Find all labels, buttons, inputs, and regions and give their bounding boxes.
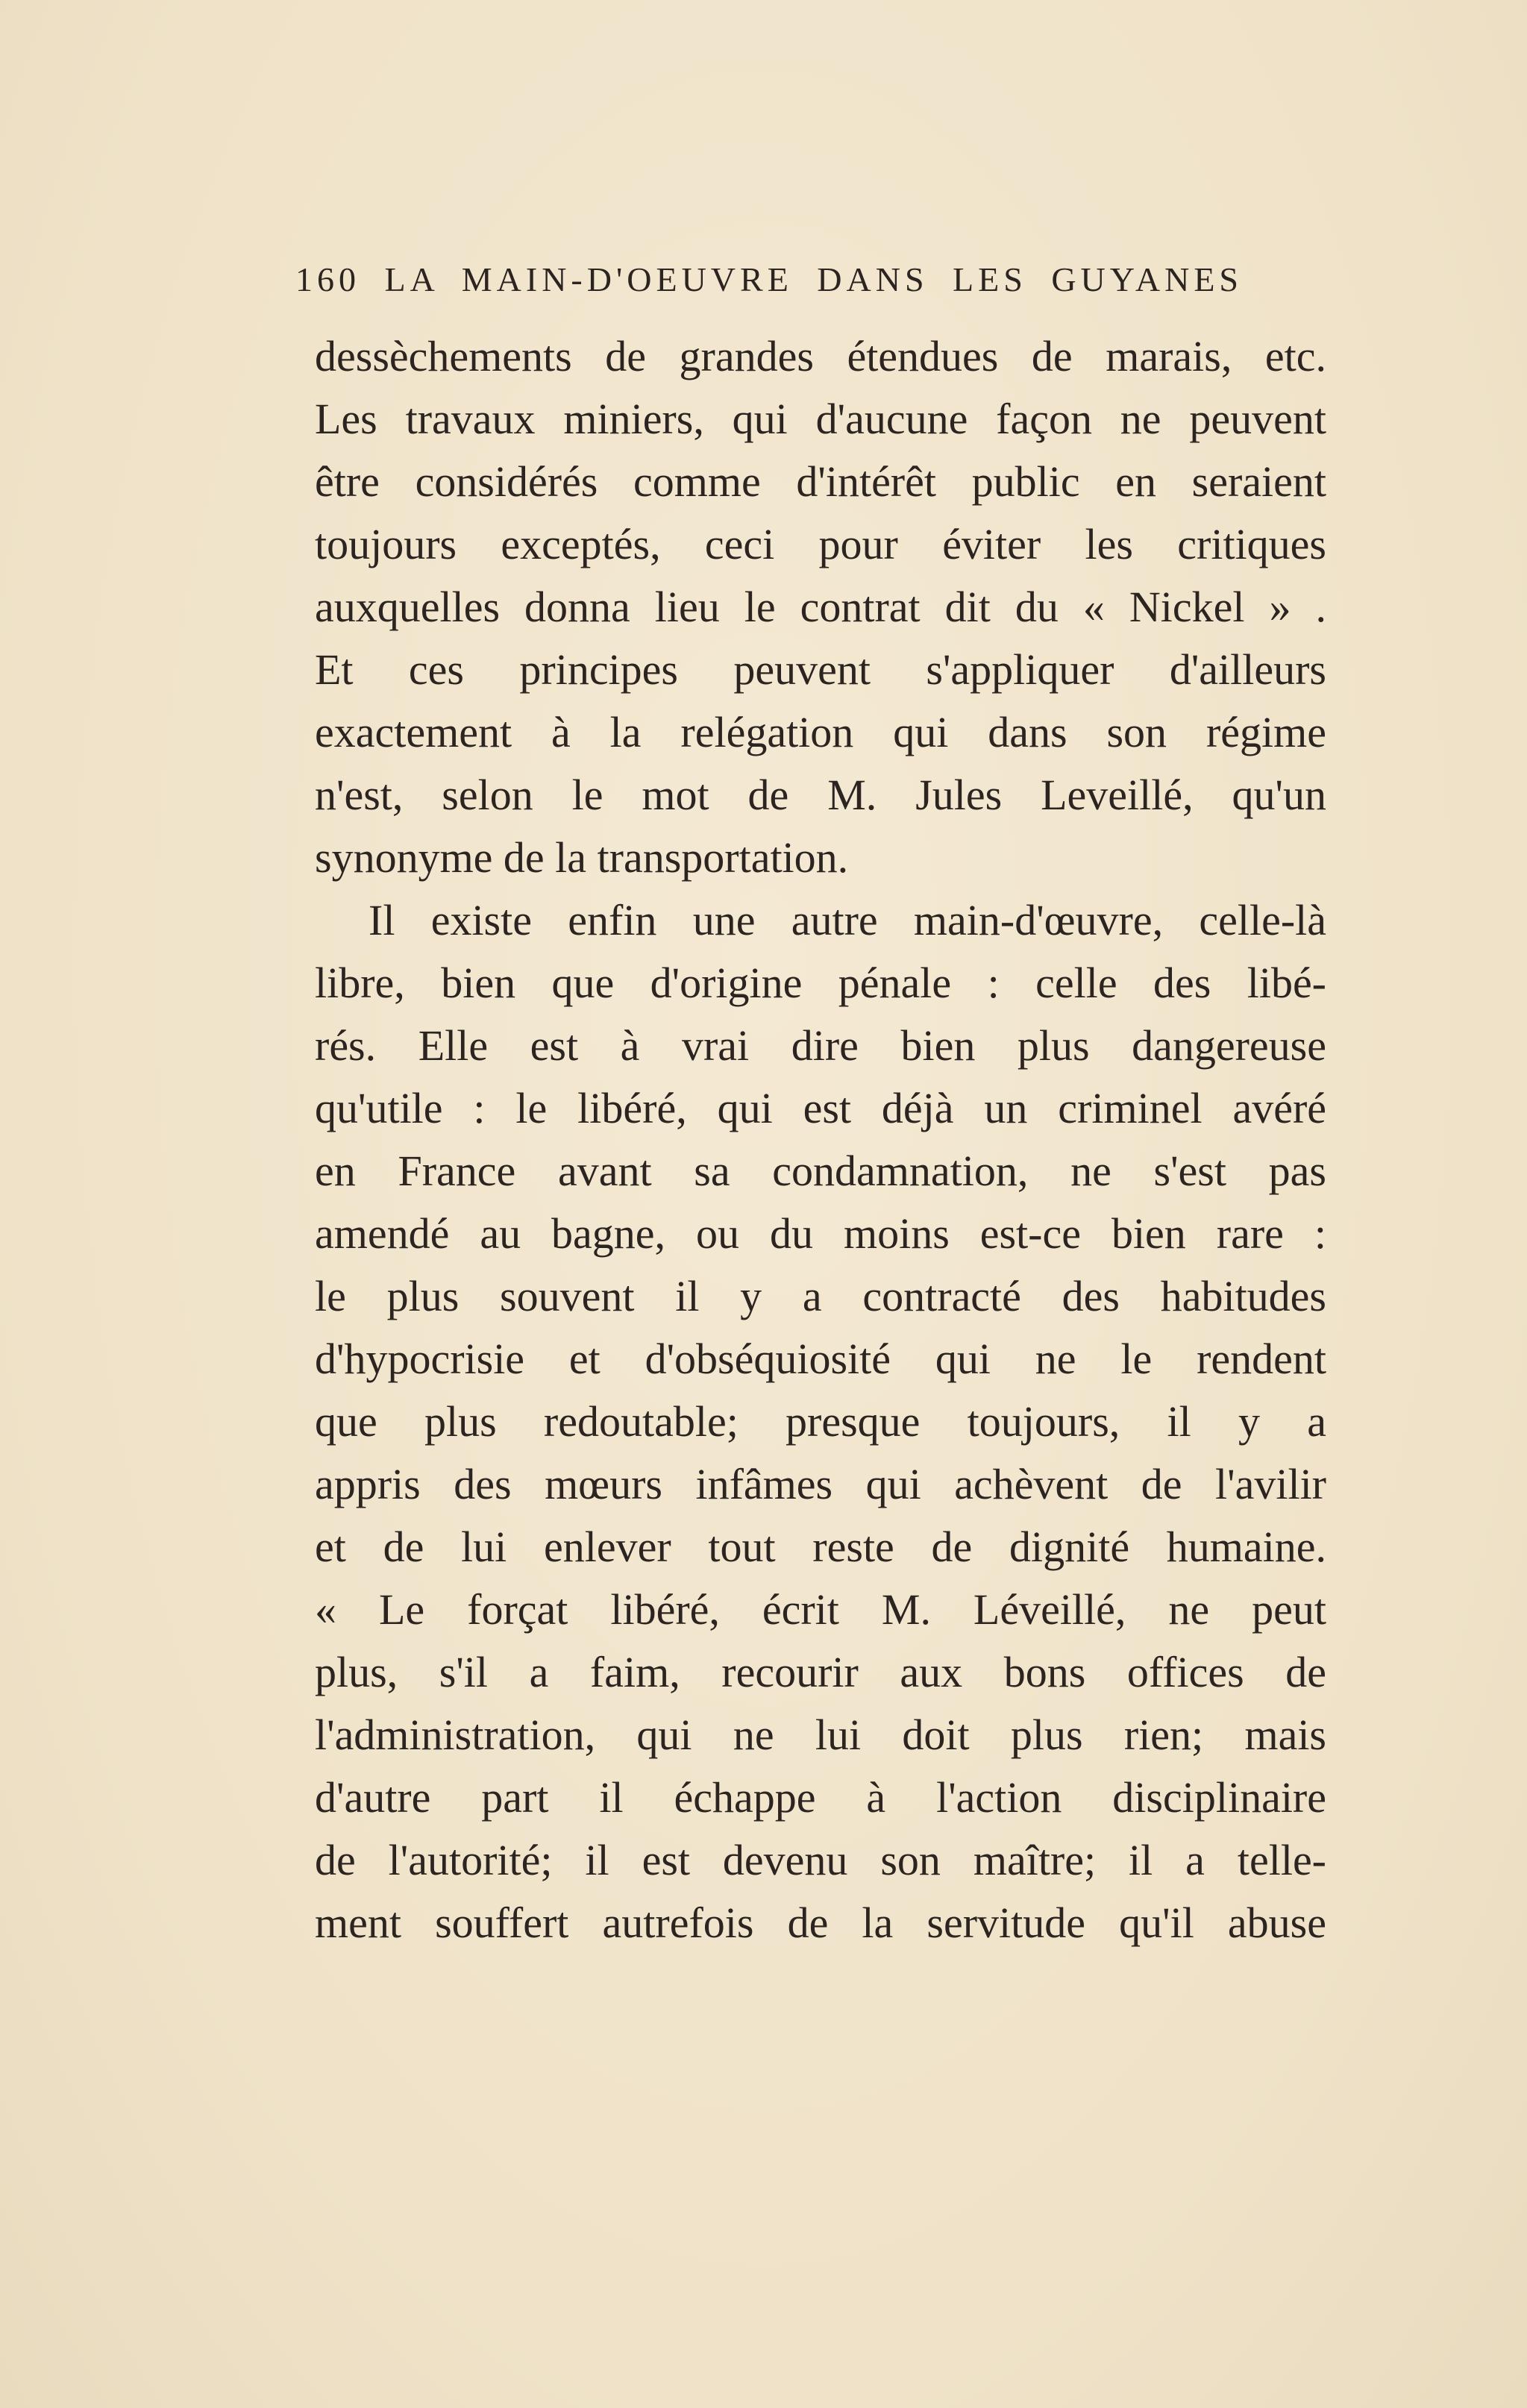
- text-line: rés. Elle est à vrai dire bien plus dangereuse: [315, 1021, 1326, 1070]
- text-line: d'hypocrisie et d'obséquiosité qui ne le rendent: [315, 1335, 1326, 1383]
- body-text: [315, 325, 1326, 1954]
- text-line: amendé au bagne, ou du moins est-ce bien rare :: [315, 1209, 1326, 1258]
- running-title: LA MAIN-D'OEUVRE DANS LES GUYANES: [384, 260, 1243, 298]
- text-line: synonyme de la transportation.: [315, 833, 849, 882]
- text-line: être considérés comme d'intérêt public en seraient: [315, 457, 1326, 506]
- text-line: plus, s'il a faim, recourir aux bons offices de: [315, 1648, 1326, 1696]
- text-line: « Le forçat libéré, écrit M. Léveillé, ne peut: [315, 1585, 1326, 1634]
- text-line: de l'autorité; il est devenu son maître; il a telle-: [315, 1836, 1326, 1884]
- text-line: exactement à la relégation qui dans son régime: [315, 708, 1326, 756]
- text-line: et de lui enlever tout reste de dignité humaine.: [315, 1523, 1326, 1571]
- text-line: auxquelles donna lieu le contrat dit du « Nickel » .: [315, 583, 1326, 631]
- running-header: [295, 260, 1243, 299]
- text-line: libre, bien que d'origine pénale : celle des libé-: [315, 959, 1326, 1007]
- page-number: 160: [295, 260, 360, 298]
- text-line: Les travaux miniers, qui d'aucune façon ne peuvent: [315, 395, 1326, 443]
- text-line: dessèchements de grandes étendues de marais, etc.: [315, 332, 1326, 380]
- text-line: appris des mœurs infâmes qui achèvent de l'avilir: [315, 1460, 1326, 1508]
- text-line: Il existe enfin une autre main-d'œuvre, celle-là: [369, 896, 1326, 944]
- text-line: l'administration, qui ne lui doit plus rien; mais: [315, 1711, 1326, 1759]
- text-line: Et ces principes peuvent s'appliquer d'ailleurs: [315, 645, 1326, 694]
- text-line: n'est, selon le mot de M. Jules Leveillé, qu'un: [315, 771, 1326, 819]
- text-line: toujours exceptés, ceci pour éviter les critiques: [315, 520, 1326, 568]
- text-line: le plus souvent il y a contracté des habitudes: [315, 1272, 1326, 1320]
- text-line: qu'utile : le libéré, qui est déjà un criminel avéré: [315, 1084, 1326, 1132]
- text-line: d'autre part il échappe à l'action disciplinaire: [315, 1773, 1326, 1822]
- text-line: que plus redoutable; presque toujours, il y a: [315, 1397, 1326, 1446]
- text-line: en France avant sa condamnation, ne s'est pas: [315, 1147, 1326, 1195]
- text-line: ment souffert autrefois de la servitude qu'il abuse: [315, 1899, 1326, 1947]
